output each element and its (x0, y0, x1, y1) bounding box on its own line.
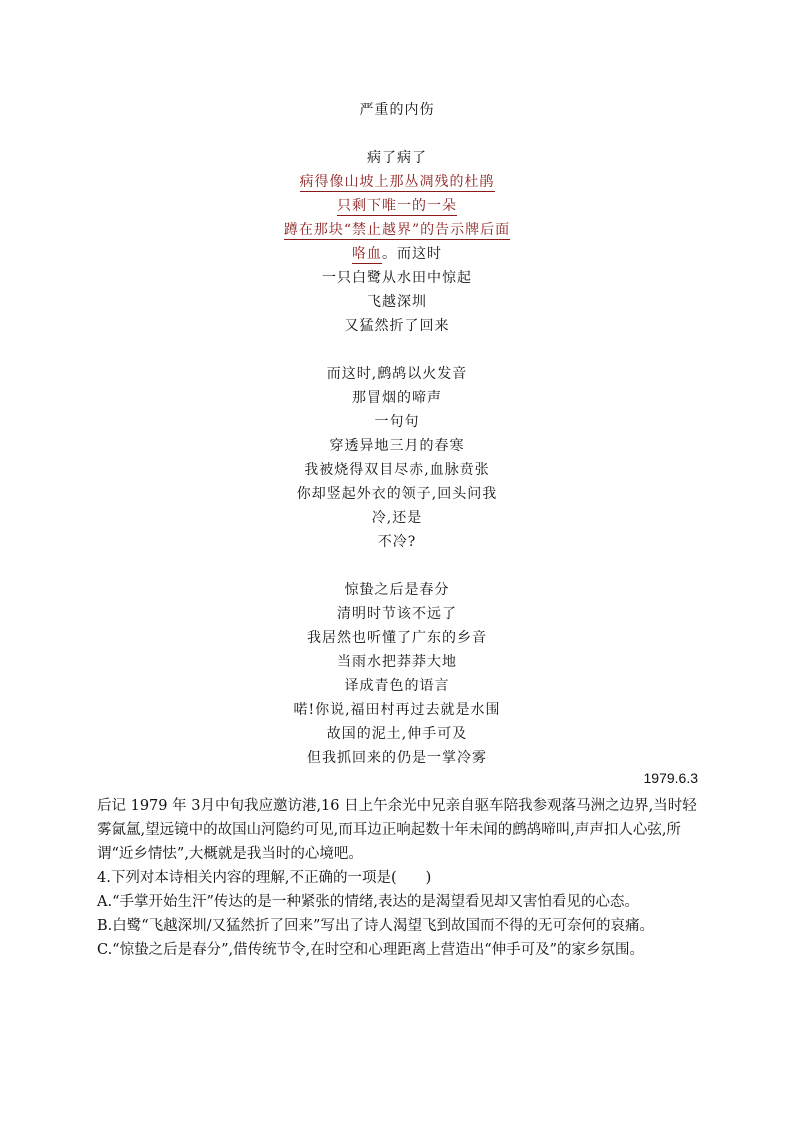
poem-line-underlined: 蹲在那块“禁止越界”的告示牌后面 (283, 222, 511, 238)
poem-line-underlined: 只剩下唯一的一朵 (337, 198, 457, 214)
question-stem: 4.下列对本诗相关内容的理解,不正确的一项是( ) (97, 870, 432, 886)
question-option-a: A.“手掌开始生汗”传达的是一种紧张的情绪,表达的是渴望看见却又害怕看见的心态。 (97, 894, 640, 910)
poem-line: 我居然也听懂了广东的乡音 (307, 630, 487, 646)
poem-line: 冷,还是 (371, 510, 423, 526)
poem-title: 严重的内伤 (359, 102, 435, 118)
poem-line: 那冒烟的啼声 (352, 390, 442, 406)
poem-line: 译成青色的语言 (344, 678, 450, 694)
question-option-b: B.白鹭“飞越深圳/又猛然折了回来”写出了诗人渴望飞到故国而不得的无可奈何的哀痛。 (97, 918, 654, 934)
question-option-c: C.“惊蛰之后是春分”,借传统节令,在时空和心理距离上营造出“伸手可及”的家乡氛围。 (97, 942, 645, 958)
poem-line: 而这时,鹧鸪以火发音 (326, 366, 468, 382)
poem-line: 当雨水把莽莽大地 (337, 654, 457, 670)
poem-line: 喏!你说,福田村再过去就是水围 (293, 702, 501, 718)
poem-line: 故国的泥土,伸手可及 (326, 726, 468, 742)
poem-line: 但我抓回来的仍是一掌冷雾 (307, 750, 487, 766)
poem-line-underlined: 病得像山坡上那丛凋残的杜鹃 (299, 174, 495, 190)
poem-line-underlined: 咯血 (352, 246, 382, 262)
poem-line: 你却竖起外衣的领子,回头问我 (296, 486, 498, 502)
poem-line-tail: 。而这时 (382, 246, 442, 262)
poem-line: 飞越深圳 (367, 294, 427, 310)
poem-line: 一只白鹭从水田中惊起 (322, 270, 472, 286)
poem-line: 穿透异地三月的春寒 (329, 438, 465, 454)
poem-line: 我被烧得双目尽赤,血脉贲张 (304, 462, 490, 478)
poem-line: 不冷? (377, 534, 417, 550)
postscript: 后记 1979 年 3月中旬我应邀访港,16 日上午余光中兄亲自驱车陪我参观落马洲之边界,当时轻雾氤氲,望远镜中的故国山河隐约可见,而耳边正响起数十年未闻的鹧鸪啼叫,声声扣人心弦,所谓“近乡情怯”,大概就是我当时的心境吧。 (97, 798, 697, 862)
poem (0, 98, 794, 770)
poem-line: 清明时节该不远了 (337, 606, 457, 622)
prose-section (97, 794, 697, 962)
poem-date: 1979.6.3 (643, 770, 698, 786)
poem-line: 又猛然折了回来 (344, 318, 450, 334)
poem-line: 惊蛰之后是春分 (344, 582, 450, 598)
poem-line: 一句句 (374, 414, 420, 430)
poem-line: 病了病了 (367, 150, 427, 166)
